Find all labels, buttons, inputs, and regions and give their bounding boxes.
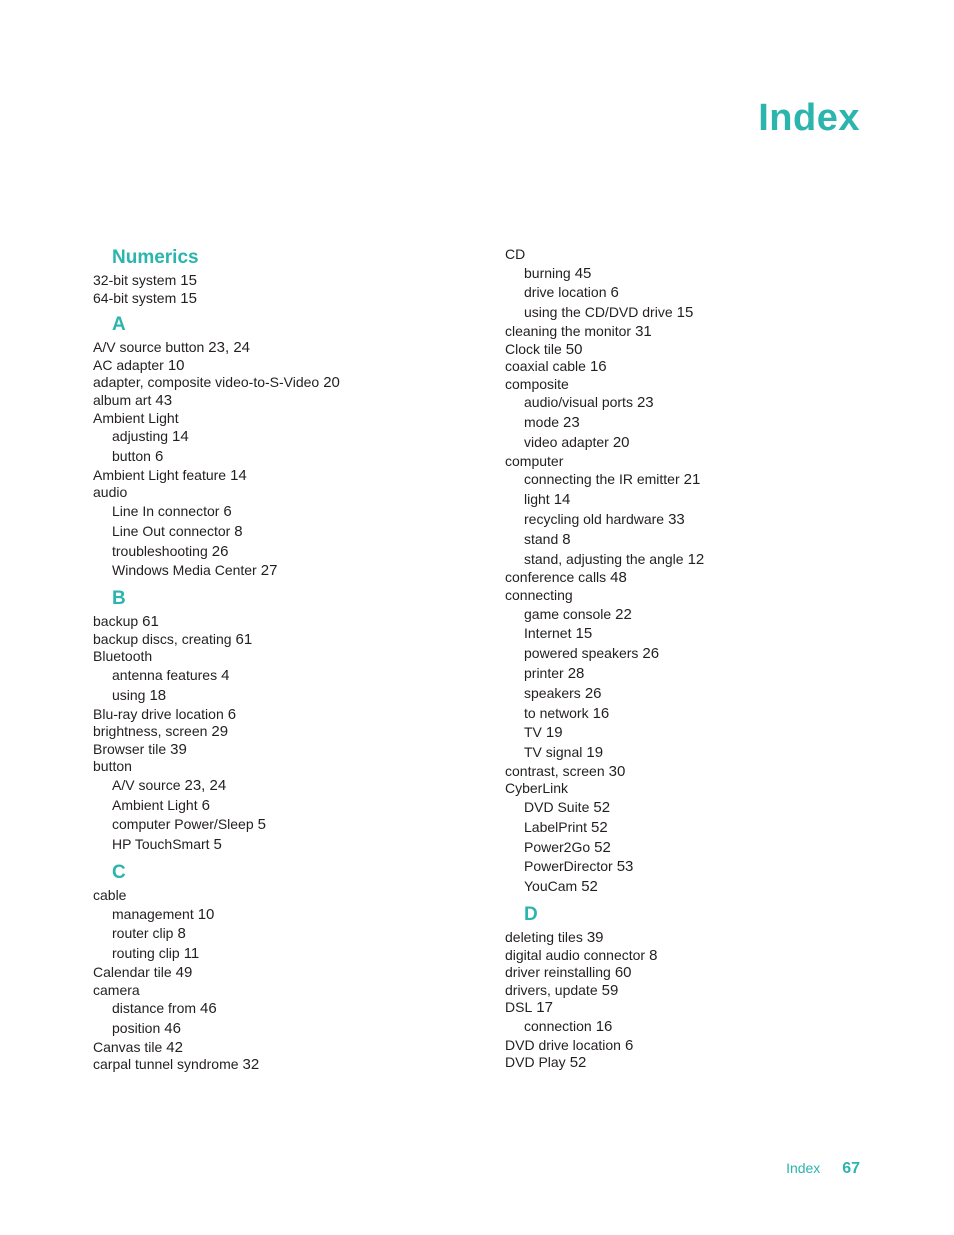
index-page-ref: 52 [569,1054,587,1072]
index-term: driver reinstalling [505,964,611,981]
index-subentry [93,502,473,522]
index-term: Ambient Light [93,409,179,426]
index-page-ref: 14 [172,428,189,446]
index-subentry [505,644,885,664]
index-column-right [505,246,885,1072]
index-term: DSL [505,999,533,1016]
index-term: deleting tiles [505,929,583,946]
index-term: distance from [112,1000,197,1017]
index-page-ref: 15 [575,625,593,643]
index-page-ref: 26 [642,645,660,663]
index-page-ref: 8 [234,522,243,540]
index-term: 32-bit system [93,272,177,288]
index-page-ref: 8 [562,530,571,548]
index-subentry [93,776,473,796]
index-subentry [505,264,885,284]
index-page-ref: 20 [323,374,340,392]
index-term: computer [505,452,564,469]
index-term: position [112,1020,161,1037]
index-page-ref: 50 [565,340,583,358]
index-page-ref: 15 [676,304,694,322]
index-page-ref: 17 [536,999,553,1017]
index-term: drive location [524,284,607,301]
index-subentry [93,815,473,835]
index-entry [93,613,473,631]
index-page-ref: 8 [649,946,658,964]
index-entry [93,723,473,741]
index-page-ref: 21 [683,471,701,489]
index-page-ref: 48 [610,569,627,587]
index-page-ref: 23 [563,414,580,432]
index-term: digital audio connector [505,946,646,963]
index-page-ref: 52 [581,878,598,896]
index-subentry [505,838,885,858]
index-subentry [505,490,885,510]
index-page-ref: 16 [589,358,607,376]
index-term: speakers [524,684,581,701]
index-subentry [93,666,473,686]
index-section [93,246,473,307]
index-term: DVD Play [505,1054,566,1071]
index-page-ref: 6 [227,705,237,723]
index-term: recycling old hardware [524,510,665,527]
index-entry [93,467,473,485]
index-page-ref: 8 [177,925,186,943]
index-page-ref: 31 [635,322,652,340]
index-term: connection [524,1018,592,1035]
index-term: adapter, composite video-to-S-Video [93,374,320,391]
index-section [93,313,473,581]
index-subentry [93,561,473,581]
index-term: Line Out connector [112,522,231,539]
index-entry [93,272,473,290]
index-entry [505,323,885,341]
index-entry [93,631,473,649]
index-entry [93,1056,473,1074]
index-term: Bluetooth [93,648,153,665]
section-heading: D [524,904,538,926]
index-term: Calendar tile [93,964,172,981]
index-column-left [93,246,473,1074]
index-page-ref: 23, 24 [208,339,251,357]
index-subentry [505,723,885,743]
index-page-ref: 6 [154,447,164,465]
index-page-ref: 4 [221,666,230,684]
index-entry [93,982,473,1000]
index-term: printer [524,664,564,681]
index-page-ref: 61 [142,613,159,631]
index-term: CD [505,246,526,262]
index-section [93,587,473,855]
index-term: audio [93,484,128,501]
index-page-ref: 23, 24 [184,776,227,794]
index-page-ref: 46 [164,1020,181,1038]
section-heading: B [112,588,126,610]
section-heading: Numerics [112,247,199,268]
index-page-ref: 39 [170,740,187,758]
index-term: Windows Media Center [112,562,257,579]
section-heading: A [112,314,126,336]
index-subentry [505,530,885,550]
index-subentry [505,470,885,490]
index-term: DVD Suite [524,799,590,816]
index-term: game console [524,605,612,622]
index-page-ref: 53 [616,858,634,876]
index-entry [505,780,885,798]
index-entry [93,1039,473,1057]
index-page-ref: 49 [175,964,193,982]
index-subentry [93,835,473,855]
index-subentry [93,447,473,467]
index-term: Blu-ray drive location [93,705,224,722]
index-term: PowerDirector [524,858,613,875]
index-term: brightness, screen [93,723,208,740]
index-term: Internet [524,625,572,642]
page-title: Index [758,97,860,139]
index-term: cleaning the monitor [505,322,632,339]
index-page-ref: 6 [610,284,619,302]
index-term: light [524,491,550,508]
index-term: CyberLink [505,780,569,797]
index-term: TV signal [524,744,583,761]
index-page-ref: 59 [601,981,619,999]
index-page-ref: 52 [593,799,611,817]
index-page-ref: 23 [636,394,654,412]
index-term: conference calls [505,569,607,586]
index-page-ref: 15 [180,289,197,307]
index-entry [505,763,885,781]
index-page-ref: 11 [183,945,200,963]
index-subentry [93,522,473,542]
index-entry [505,929,885,947]
index-term: stand, adjusting the angle [524,550,684,567]
index-subentry [505,393,885,413]
index-entry [93,648,473,666]
index-subentry [505,433,885,453]
index-section [93,861,473,1074]
index-entry [93,357,473,375]
index-term: contrast, screen [505,762,605,779]
index-term: antenna features [112,666,218,683]
index-subentry [93,542,473,562]
index-term: Ambient Light [112,796,198,813]
index-entry [505,453,885,471]
index-entry [93,410,473,428]
index-term: Line In connector [112,502,220,519]
index-page-ref: 46 [200,1000,217,1018]
index-entry [93,290,473,308]
index-entry [505,964,885,982]
index-page-ref: 29 [211,723,229,741]
index-term: Ambient Light feature [93,466,227,483]
index-section [505,246,885,897]
index-page-ref: 6 [201,796,210,814]
index-subentry [505,798,885,818]
index-subentry [505,303,885,323]
index-entry [505,341,885,359]
index-subentry [505,704,885,724]
index-page-ref: 12 [687,550,705,568]
index-term: button [112,447,151,464]
index-subentry [505,1017,885,1037]
index-term: camera [93,981,140,998]
index-subentry [505,664,885,684]
index-term: adjusting [112,428,169,445]
index-subentry [505,877,885,897]
index-page-ref: 42 [166,1038,183,1056]
index-term: composite [505,375,569,392]
index-page-ref: 19 [586,744,604,762]
index-term: AC adapter [93,356,164,373]
index-term: drivers, update [505,981,598,998]
index-term: video adapter [524,433,609,450]
index-subentry [505,624,885,644]
index-entry [505,1037,885,1055]
index-page-ref: 26 [211,542,229,560]
index-page-ref: 5 [213,836,222,854]
index-page-ref: 6 [223,502,232,520]
index-term: audio/visual ports [524,394,633,411]
index-term: DVD drive location [505,1036,621,1053]
index-term: HP TouchSmart [112,836,210,853]
index-page-ref: 5 [257,816,266,834]
index-subentry [505,413,885,433]
index-subentry [505,605,885,625]
index-entry [93,339,473,357]
index-term: burning [524,264,571,281]
index-term: album art [93,391,152,408]
index-entry [93,741,473,759]
index-subentry [505,743,885,763]
index-page-ref: 10 [167,356,185,374]
index-page-ref: 61 [235,630,253,648]
index-subentry [505,510,885,530]
page-footer [786,1160,860,1178]
index-page-ref: 60 [614,964,632,982]
index-page-ref: 16 [592,704,610,722]
index-page-ref: 18 [149,686,167,704]
index-term: coaxial cable [505,358,586,375]
index-term: mode [524,414,560,431]
section-heading: C [112,862,126,884]
index-entry [505,246,885,264]
index-page-ref: 52 [594,838,611,856]
index-subentry [93,1019,473,1039]
index-term: stand [524,530,559,547]
index-subentry [93,999,473,1019]
index-page-ref: 16 [595,1018,613,1036]
index-entry [93,887,473,905]
footer-page-number: 67 [842,1160,860,1177]
index-page-ref: 14 [553,491,571,509]
index-page-ref: 32 [242,1056,260,1074]
index-page-ref: 39 [586,929,604,947]
index-term: cable [93,887,127,904]
index-term: carpal tunnel syndrome [93,1056,239,1073]
index-term: using the CD/DVD drive [524,304,673,321]
index-term: A/V source [112,776,181,793]
index-subentry [93,796,473,816]
index-entry [505,569,885,587]
index-entry [505,947,885,965]
index-subentry [93,427,473,447]
index-subentry [505,684,885,704]
index-page-ref: 26 [584,684,602,702]
index-page-ref: 6 [624,1036,634,1054]
index-term: router clip [112,925,174,942]
index-term: Browser tile [93,740,167,757]
index-term: backup [93,613,139,630]
index-page-ref: 20 [612,433,630,451]
index-term: YouCam [524,878,578,895]
index-entry [505,358,885,376]
index-subentry [93,905,473,925]
index-subentry [93,686,473,706]
index-subentry [505,857,885,877]
index-section [505,903,885,1072]
index-term: 64-bit system [93,289,177,306]
index-term: to network [524,704,589,721]
index-page-ref: 30 [608,762,626,780]
index-entry [93,392,473,410]
index-entry [93,706,473,724]
index-entry [505,587,885,605]
index-term: Clock tile [505,340,562,357]
index-page-ref: 33 [668,510,685,528]
index-entry [93,374,473,392]
index-page-ref: 22 [615,605,632,623]
index-subentry [505,818,885,838]
index-entry [505,999,885,1017]
index-term: powered speakers [524,645,639,662]
index-page-ref: 28 [567,664,585,682]
index-page-ref: 45 [574,264,592,282]
index-entry [505,982,885,1000]
index-term: LabelPrint [524,818,588,835]
index-term: TV [524,724,542,741]
index-page-ref: 52 [591,818,608,836]
index-term: Canvas tile [93,1038,163,1055]
index-page-ref: 27 [260,562,278,580]
index-page-ref: 14 [230,466,247,484]
index-page-ref: 19 [545,724,563,742]
index-term: connecting the IR emitter [524,471,680,488]
index-term: routing clip [112,945,180,962]
index-entry [93,758,473,776]
index-term: management [112,905,194,922]
index-subentry [505,283,885,303]
index-entry [505,376,885,394]
index-term: backup discs, creating [93,630,232,647]
index-subentry [505,550,885,570]
index-entry [505,1054,885,1072]
index-term: Power2Go [524,838,591,855]
index-term: connecting [505,586,573,603]
index-entry [93,964,473,982]
index-entry [93,484,473,502]
index-term: button [93,758,132,775]
index-term: computer Power/Sleep [112,816,254,833]
index-subentry [93,924,473,944]
index-page-ref: 43 [155,391,173,409]
index-subentry [93,944,473,964]
index-term: A/V source button [93,339,205,356]
index-page-ref: 10 [197,905,215,923]
index-term: using [112,686,146,703]
index-page-ref: 15 [180,272,197,289]
footer-section-label: Index [786,1160,821,1176]
index-term: troubleshooting [112,542,208,559]
